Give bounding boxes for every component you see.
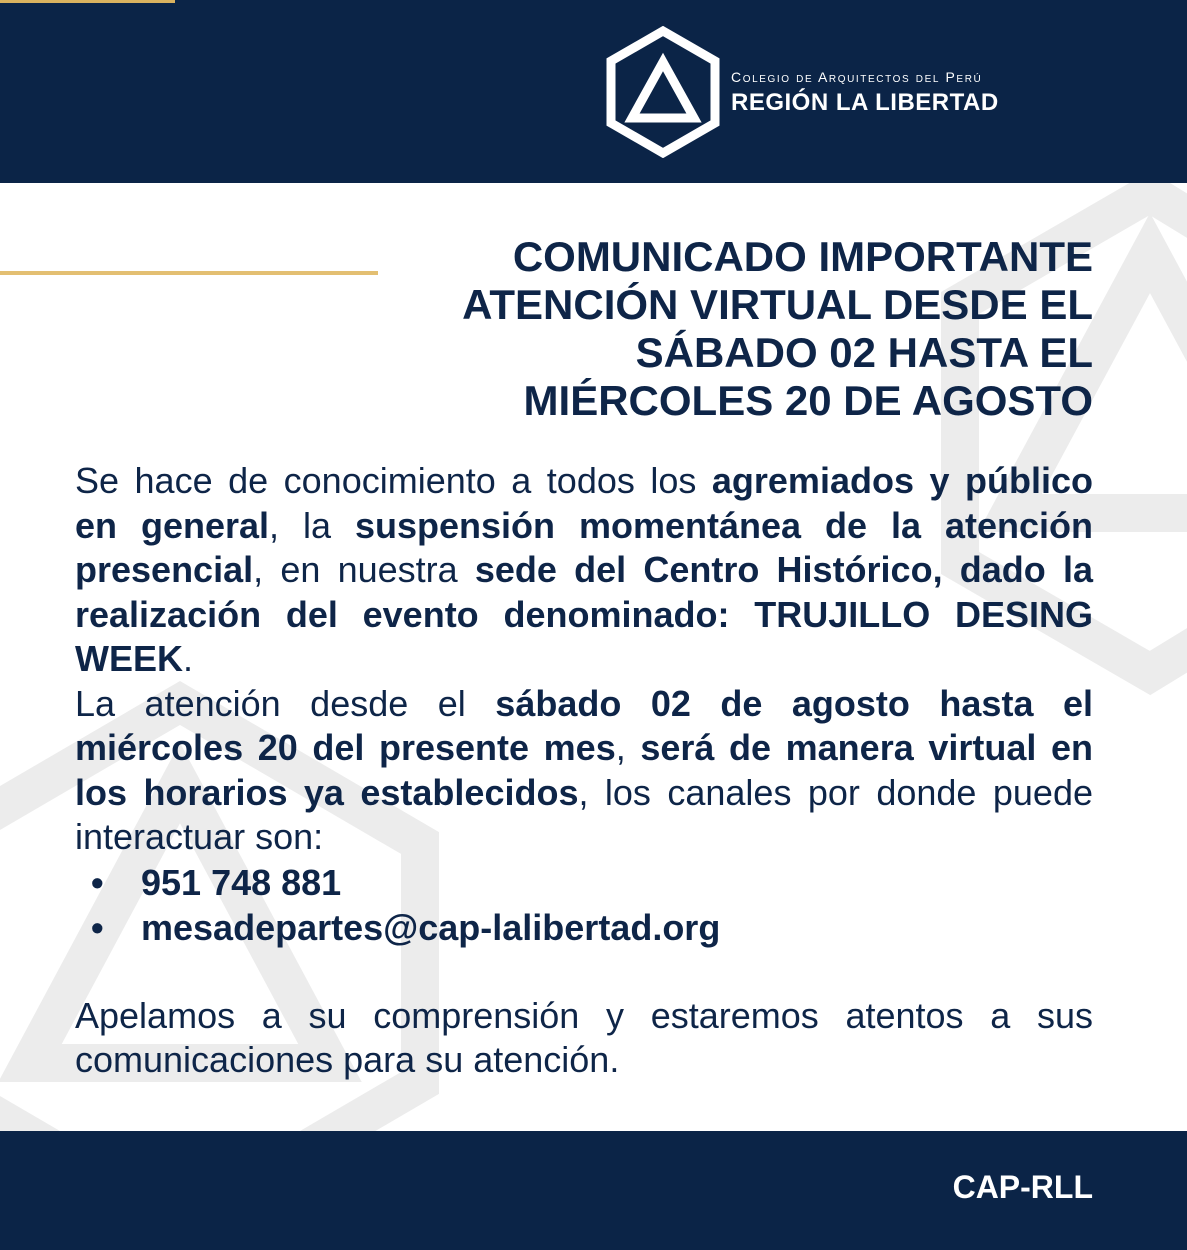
closing-paragraph: Apelamos a su comprensión y estaremos atentos a sus comunicaciones para su atención.	[75, 994, 1093, 1080]
bullet-icon: •	[91, 861, 104, 903]
org-region: REGIÓN LA LIBERTAD	[731, 89, 999, 116]
footer-banner	[0, 1131, 1187, 1250]
text-run: .	[183, 638, 194, 679]
bullet-icon: •	[91, 906, 104, 948]
page-title	[360, 233, 1093, 425]
bold-run: suspensión momentánea de la atención presencial	[75, 504, 1093, 590]
contact-channels-list	[75, 860, 1093, 950]
hexagon-triangle-logo-icon	[606, 26, 720, 158]
email-channel	[75, 905, 1093, 950]
header-banner	[0, 0, 1187, 183]
phone-number: 951 748 881	[141, 861, 342, 903]
title-line: SÁBADO 02 HASTA EL	[635, 329, 1093, 376]
title-line: ATENCIÓN VIRTUAL DESDE EL	[462, 281, 1093, 328]
schedule-paragraph	[75, 682, 1093, 860]
title-accent-line	[0, 271, 378, 275]
bold-run: será de manera virtual en los horarios ya establecidos	[75, 727, 1093, 813]
text-run: Se hace de conocimiento a todos los	[75, 460, 712, 501]
bold-run: agremiados y público en general	[75, 460, 1093, 546]
text-run: ,	[615, 727, 641, 768]
email-address: mesadepartes@cap-lalibertad.org	[141, 906, 721, 948]
announcement-body	[75, 459, 1093, 1083]
text-run: , los canales por donde puede interactuar son:	[75, 771, 1093, 857]
title-line: COMUNICADO IMPORTANTE	[512, 233, 1093, 280]
text-run: , la	[269, 504, 355, 546]
bold-run: sede del Centro Histórico, dado la realización del evento denominado: TRUJILLO DESING WEEK	[75, 549, 1093, 679]
text-run: , en nuestra	[253, 549, 475, 590]
header-accent-line	[0, 0, 175, 3]
announcement-paragraph	[75, 459, 1093, 682]
phone-channel	[75, 860, 1093, 905]
text-run: La atención desde el	[75, 682, 496, 724]
title-line: MIÉRCOLES 20 DE AGOSTO	[523, 377, 1093, 424]
bold-run: sábado 02 de agosto hasta el miércoles 20 del presente mes	[75, 682, 1093, 768]
footer-code: CAP-RLL	[952, 1169, 1093, 1205]
org-name: Colegio de Arquitectos del Perú	[731, 69, 983, 85]
